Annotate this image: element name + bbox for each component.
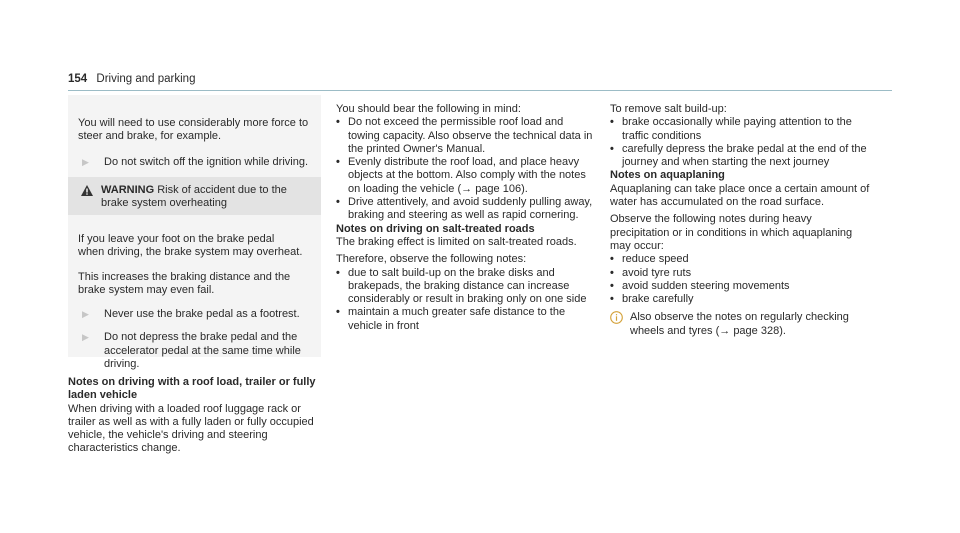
warning-title: WARNING <box>101 184 155 196</box>
list-item-text: avoid sudden steering movements <box>622 279 790 292</box>
list-item <box>610 280 872 293</box>
bullet-icon: • <box>336 116 340 129</box>
aqua-intro: Observe the following notes during heavy precipitation or in conditions in which aquaplaning may occur: <box>610 213 853 252</box>
list-item <box>336 196 598 223</box>
list-item-text: brake occasionally while paying attention to the traffic conditions <box>622 116 852 142</box>
warning-header <box>68 177 321 215</box>
right-intro: To remove salt build-up: <box>610 103 727 115</box>
list-item-text: brake carefully <box>622 293 694 306</box>
aqua-text: Aquaplaning can take place once a certain amount of water has accumulated on the road surface. <box>610 182 870 209</box>
warning-text: Risk of accident due to the brake system overheating <box>101 184 287 210</box>
step-text: Do not switch off the ignition while driving. <box>104 155 309 168</box>
roof-load-section <box>68 376 323 456</box>
salt-intro: Therefore, observe the following notes: <box>336 253 527 266</box>
list-item-text: avoid tyre ruts <box>622 266 692 279</box>
middle-intro: You should bear the following in mind: <box>336 103 521 115</box>
section-title: Driving and parking <box>96 73 196 85</box>
step-item <box>78 331 303 371</box>
box-intro: You will need to use considerably more force to steer and brake, for example. <box>78 117 309 143</box>
bullet-icon: • <box>610 142 614 155</box>
list-item-text: due to salt build-up on the brake disks and brakepads, the braking distance can increase considerably or result in braking only on one side <box>348 266 587 306</box>
list-item <box>610 267 872 280</box>
list-item <box>610 253 872 266</box>
step-text: Never use the brake pedal as a footrest. <box>104 308 300 321</box>
bullet-icon: • <box>610 279 614 292</box>
list-item <box>610 116 872 143</box>
list-item-text: Evenly distribute the roof load, and place heavy objects at the bottom. Also comply with the notes on loading the vehicle (→ page 106). <box>348 156 586 195</box>
list-item <box>610 293 872 306</box>
bullet-icon: • <box>336 266 340 279</box>
aqua-heading: Notes on aquaplaning <box>610 169 725 182</box>
list-item <box>336 156 598 196</box>
list-item-text: reduce speed <box>622 253 689 266</box>
list-item <box>336 267 598 307</box>
warning-box <box>68 177 321 371</box>
list-item <box>610 143 872 170</box>
step-text: Do not depress the brake pedal and the accelerator pedal at the same time while driving. <box>104 331 301 371</box>
bullet-icon: • <box>610 293 614 306</box>
bullet-icon: • <box>336 156 340 169</box>
salt-heading: Notes on driving on salt-treated roads <box>336 222 535 235</box>
right-column <box>610 103 872 338</box>
step-item <box>78 308 303 321</box>
info-icon <box>610 311 630 338</box>
middle-column <box>336 103 598 333</box>
step-item <box>78 156 313 169</box>
warning-para-1: If you leave your foot on the brake pedal when driving, the brake system may overheat. <box>78 233 303 259</box>
page-header <box>68 73 195 85</box>
step-arrow-icon: ▶ <box>82 309 89 320</box>
list-item-text: maintain a much greater safe distance to the vehicle in front <box>348 306 566 332</box>
list-item-text: Drive attentively, and avoid suddenly pulling away, braking and steering as well as rapid cornering. <box>348 196 593 222</box>
step-arrow-icon: ▶ <box>82 156 89 167</box>
bullet-icon: • <box>336 306 340 319</box>
bullet-icon: • <box>610 266 614 279</box>
list-item-text: carefully depress the brake pedal at the end of the journey and when starting the next journey <box>622 142 867 169</box>
list-item <box>336 116 598 156</box>
warning-icon <box>81 185 93 196</box>
list-item-text: Do not exceed the permissible roof load and towing capacity. Also observe the technical data in the printed Owner's Manual. <box>348 116 593 155</box>
list-item <box>336 306 598 333</box>
roof-load-text: When driving with a loaded roof luggage rack or trailer as well as with a fully laden or fully occupied vehicle, the vehicle's driving and steering characteristics change. <box>68 402 314 455</box>
header-rule <box>68 90 892 91</box>
info-note <box>610 311 872 338</box>
salt-text: The braking effect is limited on salt-treated roads. <box>336 235 577 248</box>
step-arrow-icon: ▶ <box>82 332 89 343</box>
roof-load-heading: Notes on driving with a roof load, trailer or fully laden vehicle <box>68 376 316 402</box>
bullet-icon: • <box>610 253 614 266</box>
page-number: 154 <box>68 73 88 85</box>
warning-para-2: This increases the braking distance and the brake system may even fail. <box>78 270 291 296</box>
info-text: Also observe the notes on regularly checking wheels and tyres (→ page 328). <box>630 311 849 337</box>
bullet-icon: • <box>610 116 614 129</box>
bullet-icon: • <box>336 196 340 209</box>
